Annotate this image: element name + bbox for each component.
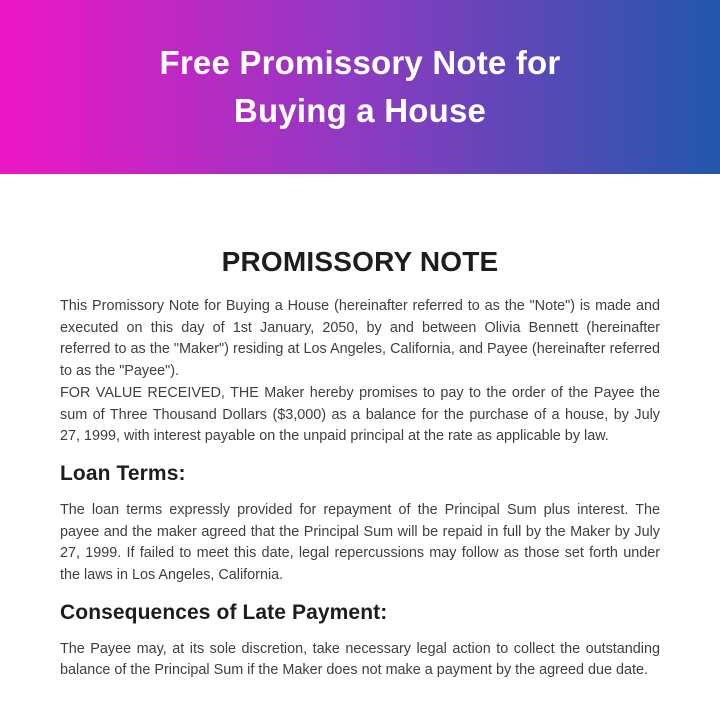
document-page [0,174,720,682]
banner [0,0,720,174]
value-received-paragraph: FOR VALUE RECEIVED, THE Maker hereby promises to pay to the order of the Payee the sum of Three Thousand Dollars ($3,000) as a balance for the purchase of a house, by July 27, 1999, with interest payable on the unpaid principal at the rate as applicable by law. [60,384,660,445]
page-title-line1: Free Promissory Note for [159,44,561,81]
page-title-line2: Buying a House [233,92,487,129]
section-body-late-payment: The Payee may, at its sole discretion, take necessary legal action to collect the outstanding balance of the Principal Sum if the Maker does not make a payment by the agreed due date. [60,640,660,679]
document-title: PROMISSORY NOTE [221,246,499,277]
intro-paragraph: This Promissory Note for Buying a House (hereinafter referred to as the "Note") is made and executed on this day of 1st January, 2050, by and between Olivia Bennett (hereinafter referred to as the "Maker") residing at Los Angeles, California, and Payee (hereinafter referred to as the "Payee"). [60,298,660,380]
page-title [160,39,561,135]
section-body-loan-terms: The loan terms expressly provided for repayment of the Principal Sum plus interest. The payee and the maker agreed that the Principal Sum will be repaid in full by the Maker by July 27, 1999. If failed to meet this date, legal repercussions may follow as those set forth under the laws in Los Angeles, California. [60,501,660,584]
section-heading-late-payment: Consequences of Late Payment: [60,600,388,624]
section-heading-loan-terms: Loan Terms: [60,461,186,485]
